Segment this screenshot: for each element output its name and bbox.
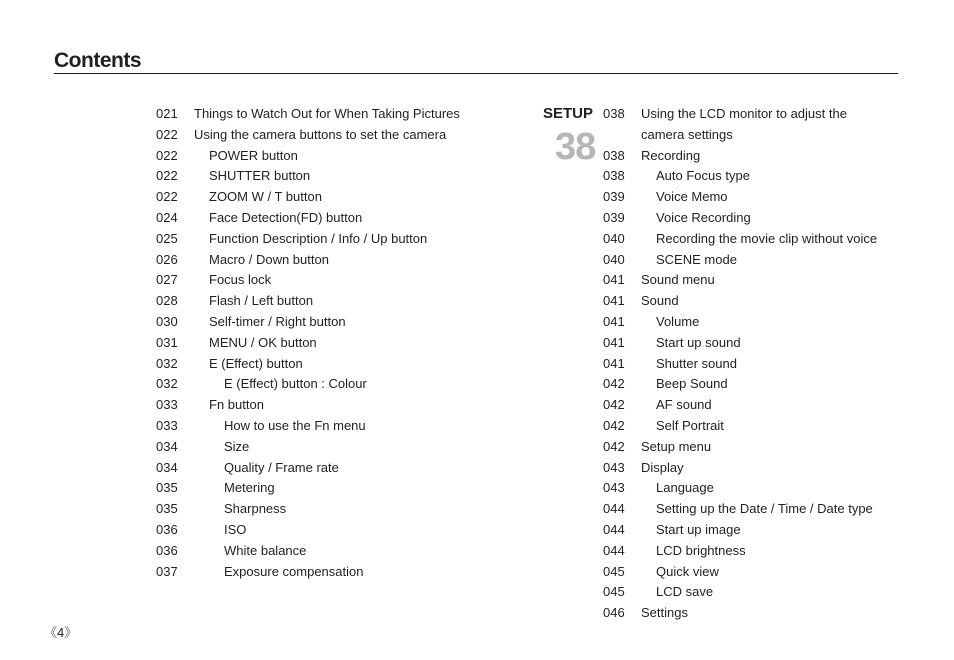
toc-entry-title: POWER button — [209, 147, 298, 163]
toc-page-number: 045 — [603, 563, 625, 579]
toc-entry[interactable] — [603, 229, 903, 250]
toc-entry-title: Using the LCD monitor to adjust the — [641, 106, 847, 121]
toc-page-number: 024 — [156, 209, 178, 225]
toc-page-number: 041 — [603, 355, 625, 371]
toc-entry[interactable] — [156, 499, 516, 520]
toc-page-number: 038 — [603, 106, 625, 121]
toc-entry-title: Beep Sound — [656, 376, 728, 392]
toc-page-number: 042 — [603, 417, 625, 433]
toc-entry-title: ZOOM W / T button — [209, 189, 322, 205]
toc-entry[interactable] — [603, 374, 903, 395]
toc-entry-title: Sharpness — [224, 501, 287, 517]
toc-entry[interactable] — [156, 395, 516, 416]
toc-page-number: 042 — [603, 397, 625, 413]
toc-page-number: 022 — [156, 168, 178, 184]
toc-page-number: 035 — [156, 480, 178, 496]
toc-page-number: 044 — [603, 501, 625, 517]
toc-entry-title: Voice Recording — [656, 209, 751, 225]
toc-entry-title: SHUTTER button — [209, 168, 311, 184]
toc-page-number: 044 — [603, 542, 625, 558]
toc-entry-title: How to use the Fn menu — [224, 417, 366, 433]
title-divider — [54, 73, 898, 74]
toc-entry[interactable] — [156, 104, 516, 125]
toc-entry-title: Macro / Down button — [209, 251, 329, 267]
toc-page-number: 039 — [603, 209, 625, 225]
toc-entry-title: Using the camera buttons to set the camera — [194, 126, 447, 142]
toc-entry-title: Display — [641, 459, 684, 475]
toc-entry-title: Sound menu — [641, 272, 715, 288]
toc-entry[interactable] — [156, 187, 516, 208]
toc-page-number: 041 — [603, 272, 625, 288]
toc-entry-title: Recording — [641, 147, 701, 163]
toc-page-number: 041 — [603, 313, 625, 329]
toc-page-number: 039 — [603, 189, 625, 205]
toc-entry[interactable] — [603, 478, 903, 499]
toc-page-number: 044 — [603, 521, 625, 537]
toc-entry[interactable] — [156, 374, 516, 395]
toc-page-number: 038 — [603, 147, 625, 163]
toc-entry[interactable] — [156, 250, 516, 271]
toc-page-number: 045 — [603, 584, 625, 600]
toc-entry[interactable] — [603, 104, 903, 125]
toc-entry-title: White balance — [224, 542, 307, 558]
toc-entry[interactable] — [603, 166, 903, 187]
toc-entry-title: Things to Watch Out for When Taking Pictures — [194, 106, 460, 121]
toc-page-number: 032 — [156, 355, 178, 371]
toc-entry[interactable] — [156, 333, 516, 354]
toc-entry-title: Auto Focus type — [656, 168, 750, 184]
toc-page-number: 036 — [156, 542, 178, 558]
toc-entry-title: Start up sound — [656, 334, 741, 350]
toc-entry[interactable] — [156, 437, 516, 458]
toc-entry-title: Metering — [224, 480, 275, 496]
toc-entry[interactable] — [603, 437, 903, 458]
toc-page-number: 031 — [156, 334, 178, 350]
toc-page-number: 033 — [156, 397, 178, 413]
page-title: Contents — [54, 49, 141, 72]
toc-entry-title: Quality / Frame rate — [224, 459, 339, 475]
toc-page-number: 042 — [603, 438, 625, 454]
toc-page-number: 022 — [156, 147, 178, 163]
toc-entry[interactable] — [603, 146, 903, 167]
toc-entry-title: Self Portrait — [656, 417, 724, 433]
toc-entry-title: Setup menu — [641, 438, 712, 454]
page-number: 《4》 — [44, 625, 78, 640]
toc-page-number: 033 — [156, 417, 178, 433]
toc-entry-title: Voice Memo — [656, 189, 728, 205]
toc-page-number: 027 — [156, 272, 178, 288]
toc-entry[interactable] — [156, 270, 516, 291]
toc-page-number: 026 — [156, 251, 178, 267]
toc-entry-title: Flash / Left button — [209, 293, 314, 309]
toc-page-number: 043 — [603, 459, 625, 475]
toc-entry[interactable] — [156, 291, 516, 312]
toc-entry[interactable] — [603, 208, 903, 229]
toc-page-number: 040 — [603, 251, 625, 267]
toc-entry-title: Language — [656, 480, 714, 496]
toc-page-number: 046 — [603, 605, 625, 621]
toc-entry[interactable] — [156, 354, 516, 375]
toc-entry[interactable] — [603, 520, 903, 541]
toc-entry[interactable] — [603, 187, 903, 208]
toc-page-number: 041 — [603, 334, 625, 350]
toc-entry-title: MENU / OK button — [209, 334, 317, 350]
toc-page-number: 025 — [156, 230, 178, 246]
toc-entry[interactable] — [603, 291, 903, 312]
toc-right-column — [603, 104, 903, 624]
toc-page-number: 040 — [603, 230, 625, 246]
toc-page-number: 035 — [156, 501, 178, 517]
section-number: 38 — [555, 126, 596, 168]
toc-entry-title: Start up image — [656, 521, 741, 537]
toc-page-number: 042 — [603, 376, 625, 392]
toc-entry[interactable] — [603, 125, 903, 146]
toc-entry[interactable] — [603, 541, 903, 562]
toc-entry[interactable] — [603, 270, 903, 291]
toc-entry-title: Fn button — [209, 397, 264, 413]
toc-left-column — [156, 104, 516, 582]
toc-page-number: 041 — [603, 293, 625, 309]
toc-page-number: 036 — [156, 521, 178, 537]
toc-entry-title: E (Effect) button : Colour — [224, 376, 367, 392]
toc-entry-title: Quick view — [656, 563, 719, 579]
toc-entry-title: E (Effect) button — [209, 355, 303, 371]
toc-entry[interactable] — [603, 354, 903, 375]
toc-entry[interactable] — [603, 416, 903, 437]
toc-entry[interactable] — [156, 478, 516, 499]
toc-entry-title: Settings — [641, 605, 688, 621]
toc-entry-title: Self-timer / Right button — [209, 313, 346, 329]
toc-entry[interactable] — [603, 458, 903, 479]
toc-entry[interactable] — [603, 582, 903, 603]
toc-entry-title: Focus lock — [209, 272, 272, 288]
toc-entry-title: Sound — [641, 293, 679, 309]
toc-entry[interactable] — [603, 250, 903, 271]
toc-entry-title: ISO — [224, 521, 247, 537]
toc-page-number: 030 — [156, 313, 178, 329]
section-label: SETUP — [543, 105, 594, 122]
toc-entry-title: SCENE mode — [656, 251, 737, 267]
toc-page-number: 032 — [156, 376, 178, 392]
toc-entry[interactable] — [156, 166, 516, 187]
toc-entry-title: AF sound — [656, 397, 712, 413]
toc-entry[interactable] — [156, 416, 516, 437]
toc-entry-title: Recording the movie clip without voice — [656, 230, 878, 246]
toc-entry-title: Function Description / Info / Up button — [209, 230, 428, 246]
toc-entry-title: Exposure compensation — [224, 563, 364, 579]
toc-entry[interactable] — [603, 562, 903, 583]
toc-entry-title: LCD save — [656, 584, 714, 600]
toc-entry-title: Face Detection(FD) button — [209, 209, 363, 225]
toc-page-number: 021 — [156, 106, 178, 121]
toc-entry[interactable] — [603, 603, 903, 624]
toc-page-number: 022 — [156, 189, 178, 205]
toc-entry[interactable] — [603, 395, 903, 416]
toc-page-number: 037 — [156, 563, 178, 579]
toc-page-number: 034 — [156, 459, 178, 475]
toc-entry[interactable] — [156, 458, 516, 479]
toc-entry-title: Size — [224, 438, 250, 454]
toc-entry[interactable] — [156, 520, 516, 541]
toc-entry[interactable] — [156, 229, 516, 250]
toc-entry[interactable] — [156, 312, 516, 333]
toc-entry[interactable] — [603, 499, 903, 520]
toc-entry-title: Setting up the Date / Time / Date type — [656, 501, 873, 517]
toc-entry-title: LCD brightness — [656, 542, 746, 558]
toc-entry[interactable] — [156, 125, 516, 146]
toc-entry[interactable] — [603, 333, 903, 354]
toc-entry-title: camera settings — [641, 126, 733, 142]
toc-entry-title: Shutter sound — [656, 355, 737, 371]
toc-entry[interactable] — [156, 146, 516, 167]
toc-entry-title: Volume — [656, 313, 700, 329]
toc-entry[interactable] — [156, 541, 516, 562]
toc-page-number: 043 — [603, 480, 625, 496]
toc-entry[interactable] — [156, 208, 516, 229]
toc-page-number: 028 — [156, 293, 178, 309]
toc-entry[interactable] — [603, 312, 903, 333]
toc-entry[interactable] — [156, 562, 516, 583]
toc-page-number: 034 — [156, 438, 178, 454]
toc-page-number: 038 — [603, 168, 625, 184]
toc-page-number: 022 — [156, 126, 178, 142]
